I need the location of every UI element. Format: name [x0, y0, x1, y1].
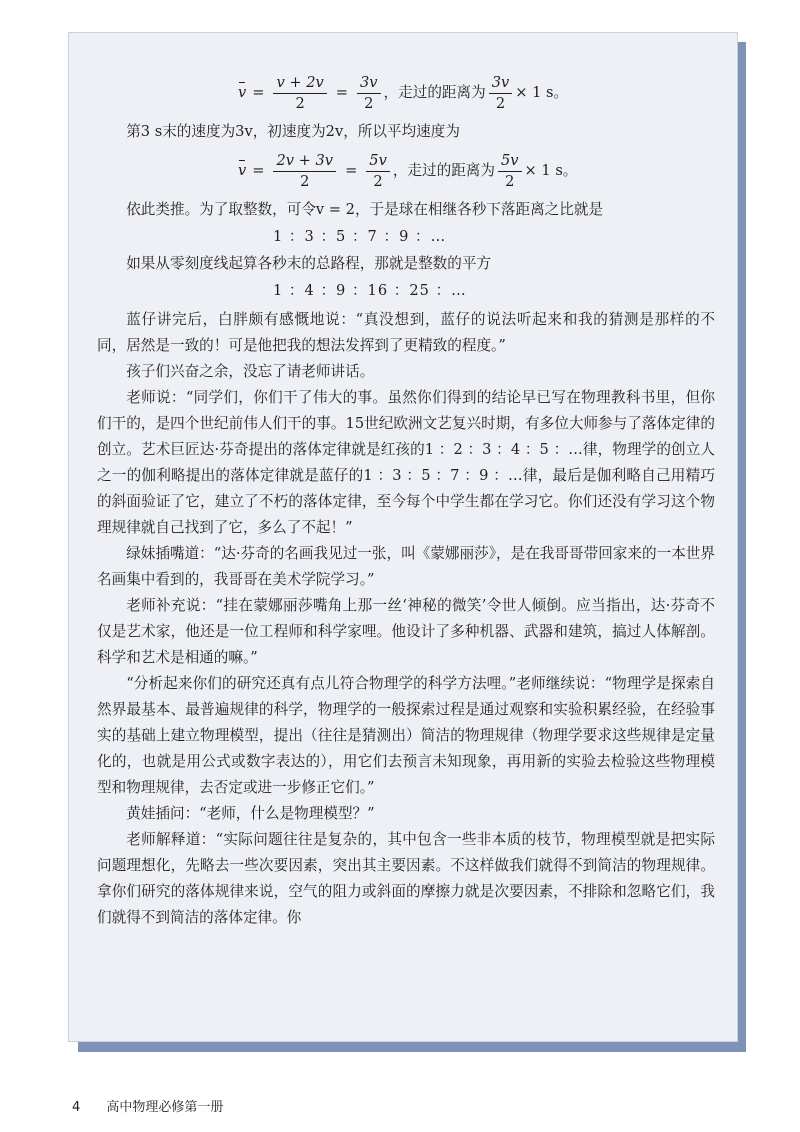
fraction: $\frac{5v}{2}$	[366, 151, 390, 192]
paragraph: 第3 s末的速度为3v，初速度为2v，所以平均速度为	[126, 123, 460, 140]
paragraph: 蓝仔讲完后，白胖颇有感慨地说：“真没想到，蓝仔的说法听起来和我的猜测是那样的不同，居然是一致的！可是他把我的想法发挥到了更精致的程度。”	[97, 311, 715, 354]
paragraph: 老师说：“同学们，你们干了伟大的事。虽然你们得到的结论早已写在物理教科书里，但你们干的，是四个世纪前伟人们干的事。15世纪欧洲文艺复兴时期，有多位大师参与了落体定律的创立。艺术巨匠达·芬奇提出的落体定律就是红孩的1 ：2 ：3 ：4 ：5 ：…律，物理学的创立人之一的伽利略提出的落体定律就是蓝仔的1 ：3 ：5 ：7 ：9 ：…律，最后是伽利略自己用精巧的斜面验证了它，建立了不朽的落体定律，至今每个中学生都在学习它。你们还没有学习这个物理规律就自己找到了它，多么了不起！”	[97, 389, 715, 536]
equation-average-velocity-2s: v = $\frac{v + 2v}{2}$ = $\frac{3v}{2}$ ，走过的距离为 $\frac{3v}{2}$ × 1 s。	[238, 73, 569, 112]
book-title: 高中物理必修第一册	[106, 1100, 224, 1115]
fraction: $\frac{v + 2v}{2}$	[273, 73, 326, 114]
paragraph: 绿妹插嘴道：“达·芬奇的名画我见过一张，叫《蒙娜丽莎》，是在我哥哥带回家来的一本世界名画集中看到的，我哥哥在美术学院学习。”	[97, 545, 715, 588]
paragraph: “分析起来你们的研究还真有点儿符合物理学的科学方法哩。”老师继续说：“物理学是探索自然界最基本、最普遍规律的科学，物理学的一般探索过程是通过观察和实验积累经验，在经验事实的基础上建立物理模型，提出（往往是猜测出）简洁的物理规律（物理学要求这些规律是定量化的，也就是用公式或数字表达的），用它们去预言未知现象，再用新的实验去检验这些物理模型和物理规律，去否定或进一步修正它们。”	[97, 675, 715, 796]
paragraph: 老师补充说：“挂在蒙娜丽莎嘴角上那一丝‘神秘的微笑’令世人倾倒。应当指出，达·芬奇不仅是艺术家，他还是一位工程师和科学家哩。他设计了多种机器、武器和建筑，搞过人体解剖。科学和艺术是相通的嘛。”	[97, 597, 715, 666]
equation-text: ，走过的距离为	[392, 162, 495, 179]
equation-average-velocity-3s: v = $\frac{2v + 3v}{2}$ = $\frac{5v}{2}$ ，走过的距离为 $\frac{5v}{2}$ × 1 s。	[238, 151, 578, 190]
v-bar-symbol: v	[238, 158, 246, 184]
fraction: $\frac{3v}{2}$	[357, 73, 381, 114]
fraction: $\frac{3v}{2}$	[489, 73, 513, 114]
page-footer	[72, 1096, 223, 1115]
paragraph: 孩子们兴奋之余，没忘了请老师讲话。	[126, 363, 375, 380]
ratio-sequence-odd: 1 ：3 ：5 ：7 ：9 ：…	[273, 228, 447, 245]
paragraph: 黄娃插问：“老师，什么是物理模型？”	[126, 805, 375, 822]
equation-text: ，走过的距离为	[383, 84, 486, 101]
fraction: $\frac{5v}{2}$	[498, 151, 522, 192]
v-bar-symbol: v	[238, 80, 246, 106]
paragraph: 老师解释道：“实际问题往往是复杂的，其中包含一些非本质的枝节，物理模型就是把实际问题理想化，先略去一些次要因素，突出其主要因素。不这样做我们就得不到简洁的物理规律。拿你们研究的落体规律来说，空气的阻力或斜面的摩擦力就是次要因素，不排除和忽略它们，我们就得不到简洁的落体定律。你	[97, 831, 715, 926]
fraction: $\frac{2v + 3v}{2}$	[273, 151, 336, 192]
paragraph: 依此类推。为了取整数，可令v = 2，于是球在相继各秒下落距离之比就是	[126, 201, 604, 218]
equation-tail: × 1 s。	[515, 84, 569, 101]
text-content	[97, 67, 715, 931]
text-panel	[68, 32, 738, 1042]
page-number: 4	[72, 1100, 81, 1115]
paragraph: 如果从零刻度线起算各秒末的总路程，那就是整数的平方	[126, 255, 492, 272]
ratio-sequence-squares: 1 ：4 ：9 ：16 ：25 ：…	[273, 282, 467, 299]
equation-tail: × 1 s。	[524, 162, 578, 179]
